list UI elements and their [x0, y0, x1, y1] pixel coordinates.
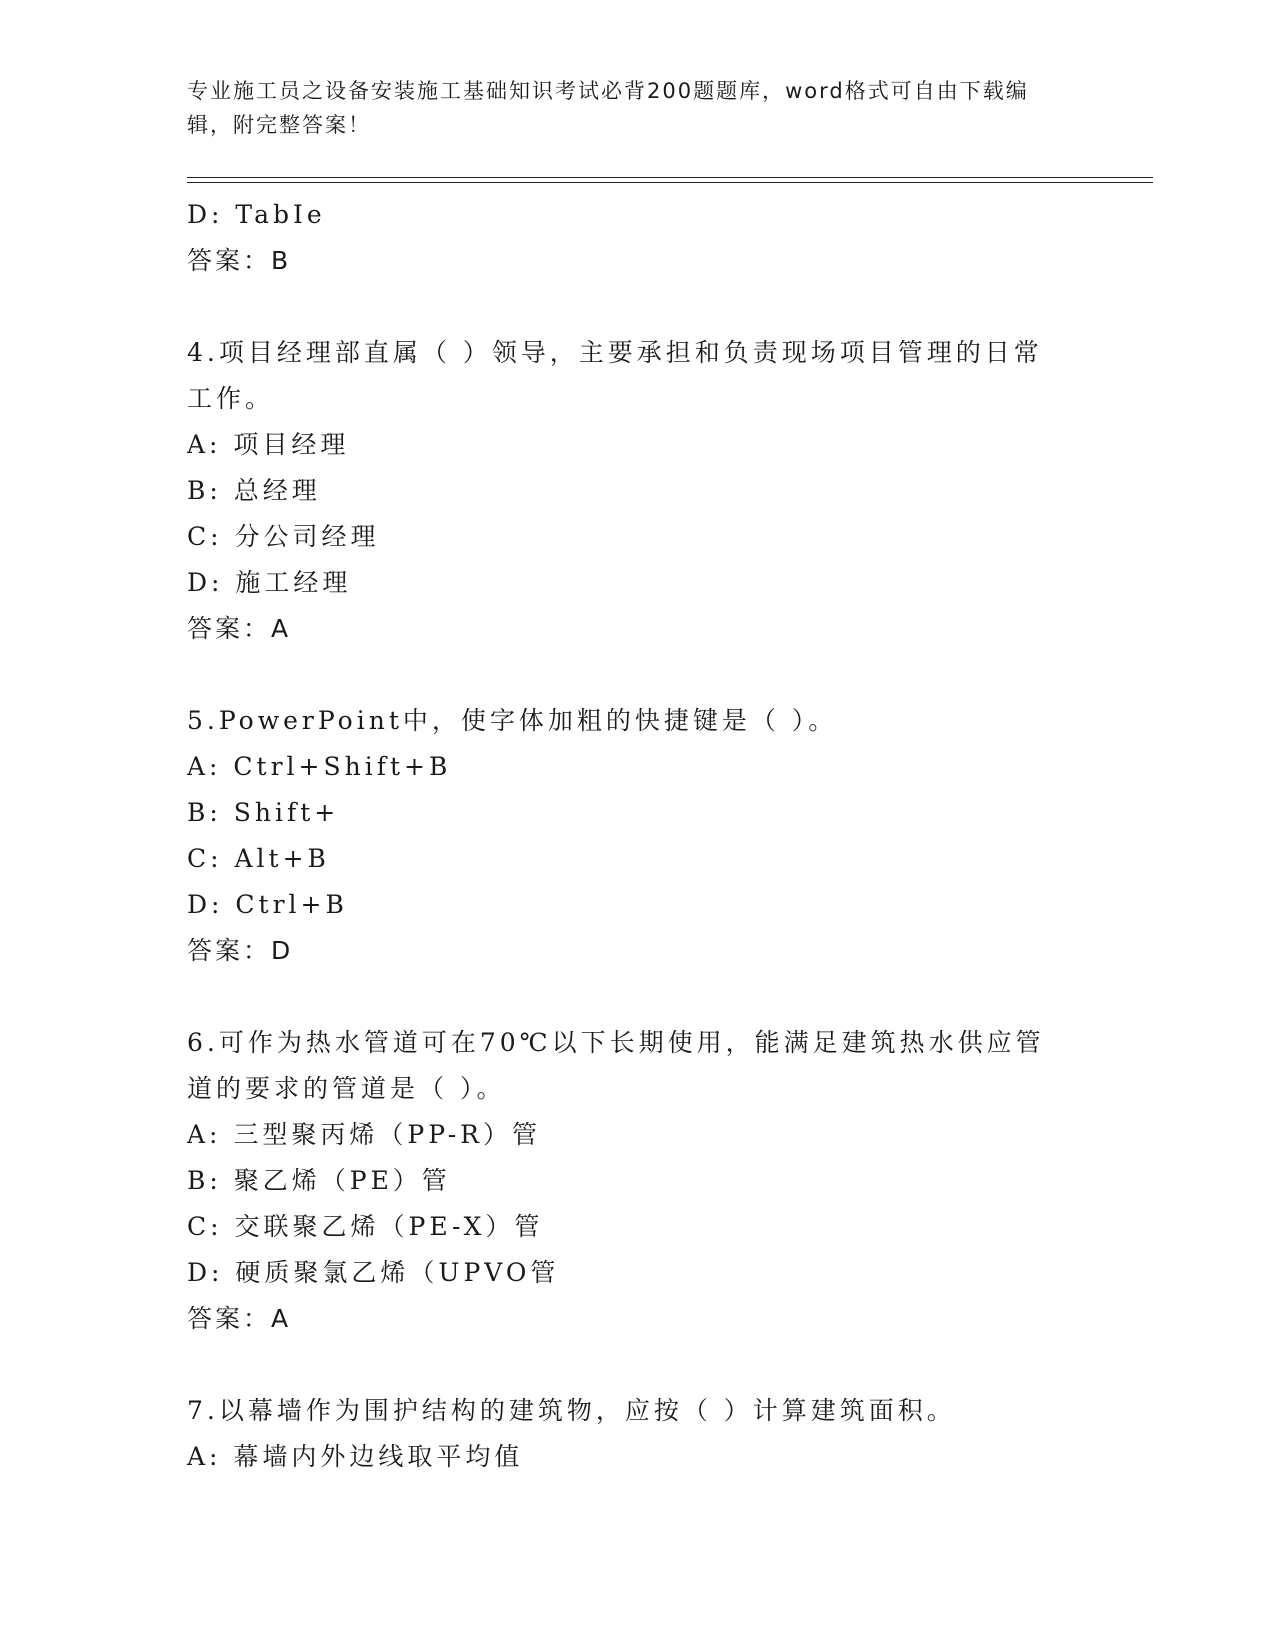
q6-option-c: C: 交联聚乙烯（PE-X）管 [187, 1212, 544, 1241]
q5-option-c: C: Alt+B [187, 844, 330, 873]
document-header [187, 74, 1067, 142]
q5-option-a: A: Ctrl+Shift+B [187, 752, 452, 781]
q6-option-d: D: 硬质聚氯乙烯（UPVO管 [187, 1258, 560, 1287]
q4-answer: 答案：A [187, 614, 292, 643]
q3-answer: 答案：B [187, 246, 292, 275]
question-list [187, 192, 1087, 1480]
header-divider-bottom [187, 182, 1153, 183]
q3-option-d: D: TabIe [187, 200, 326, 229]
q4-option-d: D: 施工经理 [187, 568, 352, 597]
q4-option-a: A: 项目经理 [187, 430, 350, 459]
q5-answer: 答案：D [187, 936, 294, 965]
spacer [187, 974, 1087, 1020]
q4-option-b: B: 总经理 [187, 476, 321, 505]
header-title: 专业施工员之设备安装施工基础知识考试必背200题题库，word格式可自由下载编辑，附完整答案！ [187, 79, 1029, 137]
spacer [187, 284, 1087, 330]
q6-question: 6.可作为热水管道可在70℃以下长期使用，能满足建筑热水供应管道的要求的管道是（ ）。 [187, 1028, 1045, 1103]
q7-question: 7.以幕墙作为围护结构的建筑物，应按（ ）计算建筑面积。 [187, 1396, 956, 1425]
q6-option-a: A: 三型聚丙烯（PP-R）管 [187, 1120, 541, 1149]
q6-answer: 答案：A [187, 1304, 292, 1333]
q6-option-b: B: 聚乙烯（PE）管 [187, 1166, 451, 1195]
q4-option-c: C: 分公司经理 [187, 522, 380, 551]
header-divider-top [187, 177, 1153, 178]
q4-question: 4.项目经理部直属（ ）领导，主要承担和负责现场项目管理的日常工作。 [187, 338, 1043, 413]
spacer [187, 1342, 1087, 1388]
q7-option-a: A: 幕墙内外边线取平均值 [187, 1442, 524, 1471]
spacer [187, 652, 1087, 698]
q5-option-b: B: Shift+ [187, 798, 340, 827]
q5-question: 5.PowerPoint中，使字体加粗的快捷键是（ ）。 [187, 706, 838, 735]
q5-option-d: D: Ctrl+B [187, 890, 348, 919]
